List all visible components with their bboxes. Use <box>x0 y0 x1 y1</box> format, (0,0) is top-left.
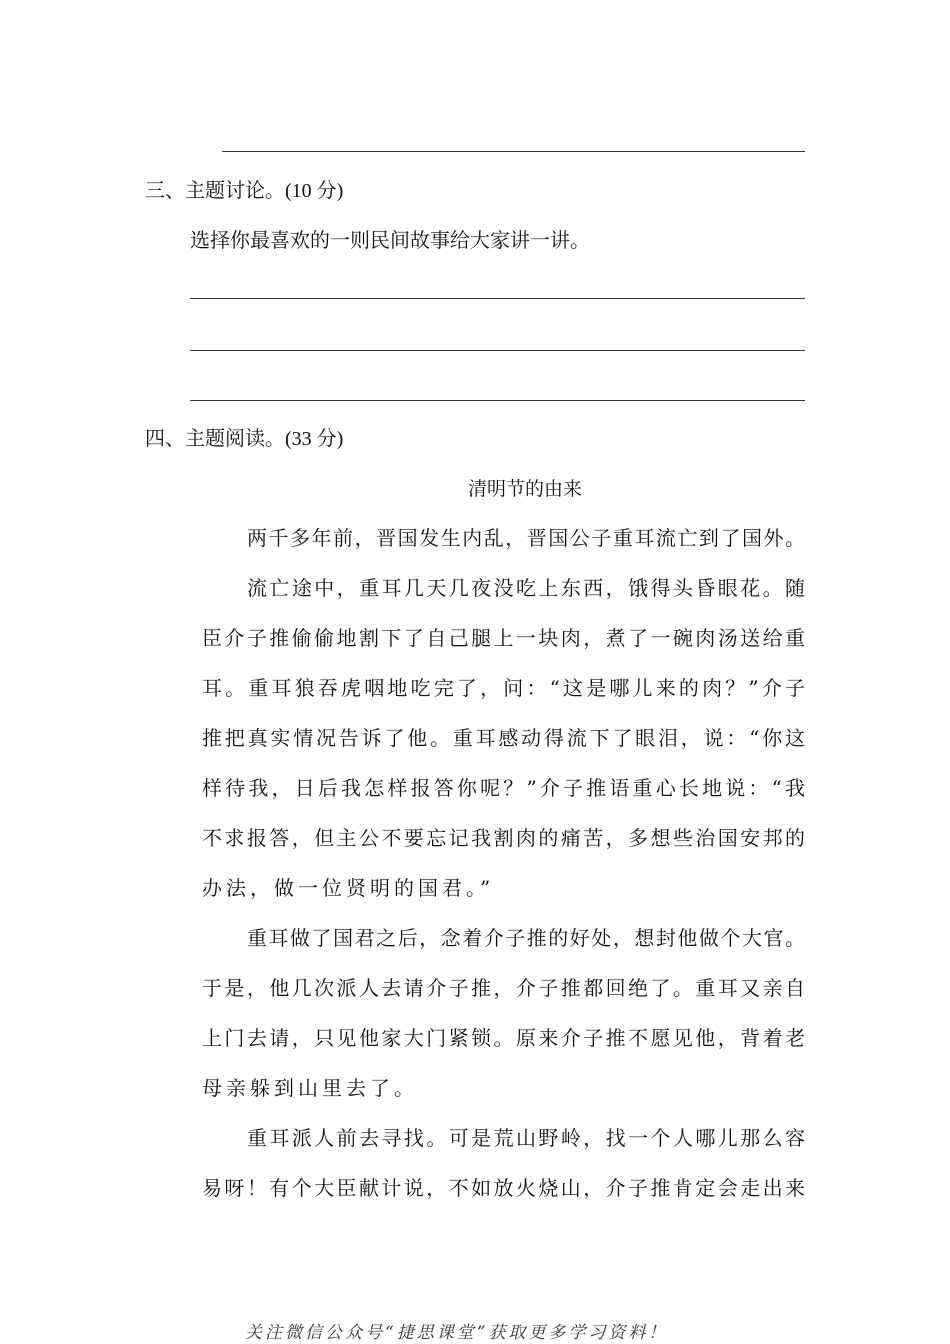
answer-line-3[interactable] <box>190 400 805 401</box>
section-3-prompt: 选择你最喜欢的一则民间故事给大家讲一讲。 <box>190 228 590 252</box>
passage-line: 重耳做了国君之后，念着介子推的好处，想封他做个大官。 <box>247 926 805 950</box>
passage-line: 不求报答，但主公不要忘记我割肉的痛苦，多想些治国安邦的 <box>202 826 805 850</box>
passage-line: 臣介子推偷偷地割下了自己腿上一块肉，煮了一碗肉汤送给重 <box>202 626 805 650</box>
passage-line: 推把真实情况告诉了他。重耳感动得流下了眼泪，说：“你这 <box>202 726 805 750</box>
passage-title: 清明节的由来 <box>467 478 582 500</box>
passage-line: 母亲躲到山里去了。 <box>202 1076 418 1100</box>
passage-line: 于是，他几次派人去请介子推，介子推都回绝了。重耳又亲自 <box>202 976 805 1000</box>
passage-line: 重耳派人前去寻找。可是荒山野岭，找一个人哪儿那么容 <box>247 1126 805 1150</box>
section-3-title: 三、主题讨论。 <box>145 178 285 202</box>
passage-line: 上门去请，只见他家大门紧锁。原来介子推不愿见他，背着老 <box>202 1026 805 1050</box>
passage-line: 易呀！有个大臣献计说，不如放火烧山，介子推肯定会走出来 <box>202 1176 805 1200</box>
footer-note: 关注微信公众号“捷思课堂”获取更多学习资料！ <box>245 1323 669 1343</box>
answer-line-2[interactable] <box>190 350 805 351</box>
passage-line: 两千多年前，晋国发生内乱，晋国公子重耳流亡到了国外。 <box>247 526 805 550</box>
section-3-points: (10 分) <box>285 180 344 202</box>
passage-line: 样待我，日后我怎样报答你呢？”介子推语重心长地说：“我 <box>202 776 805 800</box>
answer-line-1[interactable] <box>190 298 805 299</box>
passage-line: 耳。重耳狼吞虎咽地吃完了，问：“这是哪儿来的肉？”介子 <box>202 676 805 700</box>
passage-line: 流亡途中，重耳几天几夜没吃上东西，饿得头昏眼花。随 <box>247 576 805 600</box>
passage-line: 办法，做一位贤明的国君。” <box>202 876 495 900</box>
answer-line-previous[interactable] <box>222 151 805 152</box>
section-4-heading <box>145 425 343 452</box>
section-4-title: 四、主题阅读。 <box>145 426 285 450</box>
section-4-points: (33 分) <box>285 428 344 450</box>
section-3-heading <box>145 177 343 204</box>
